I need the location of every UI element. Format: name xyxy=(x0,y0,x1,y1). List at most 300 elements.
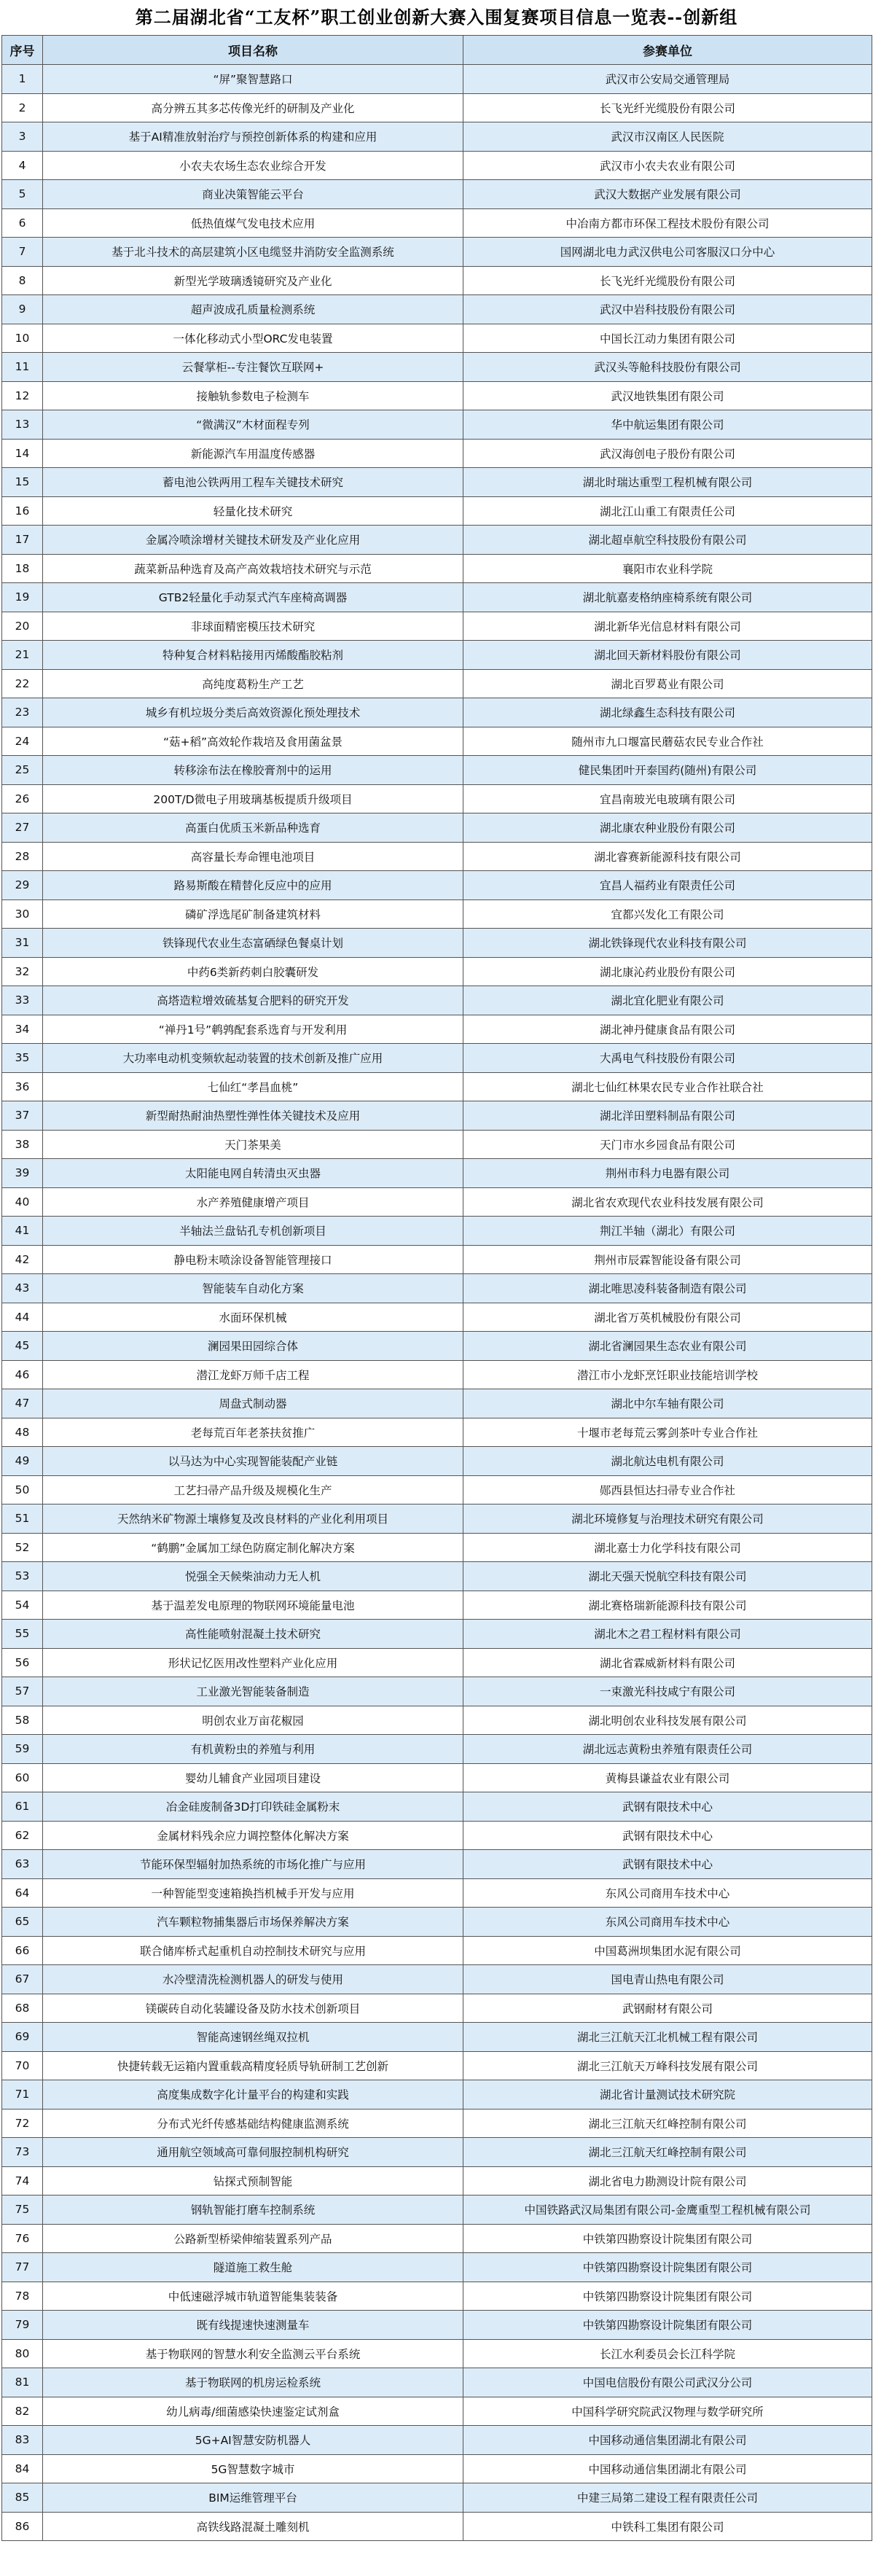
project-name: 基于AI精准放射治疗与预控创新体系的构建和应用 xyxy=(43,122,463,152)
row-number: 19 xyxy=(2,583,43,612)
project-name: 大功率电动机变频软起动装置的技术创新及推广应用 xyxy=(43,1044,463,1073)
table-row xyxy=(2,1908,872,1937)
project-name: “菇+稻”高效轮作栽培及食用菌盆景 xyxy=(43,727,463,756)
table-row xyxy=(2,1994,872,2023)
participating-unit: 荆州市辰霖智能设备有限公司 xyxy=(463,1245,872,1274)
row-number: 55 xyxy=(2,1620,43,1649)
table-row xyxy=(2,1792,872,1822)
project-name: 新型耐热耐油热塑性弹性体关键技术及应用 xyxy=(43,1101,463,1131)
project-name: 高度集成数字化计量平台的构建和实践 xyxy=(43,2080,463,2109)
row-number: 31 xyxy=(2,929,43,958)
project-name: 婴幼儿辅食产业园项目建设 xyxy=(43,1763,463,1792)
table-row xyxy=(2,842,872,871)
row-number: 15 xyxy=(2,468,43,497)
row-number: 29 xyxy=(2,871,43,900)
row-number: 79 xyxy=(2,2311,43,2340)
table-row xyxy=(2,1130,872,1159)
project-name: 联合储库桥式起重机自动控制技术研究与应用 xyxy=(43,1936,463,1965)
table-body xyxy=(2,65,872,2541)
row-number: 61 xyxy=(2,1792,43,1822)
project-name: 以马达为中心实现智能装配产业链 xyxy=(43,1447,463,1476)
row-number: 2 xyxy=(2,93,43,122)
participating-unit: 国网湖北电力武汉供电公司客服汉口分中心 xyxy=(463,238,872,267)
participating-unit: 宜昌南玻光电玻璃有限公司 xyxy=(463,784,872,813)
project-name: 分布式光纤传感基础结构健康监测系统 xyxy=(43,2109,463,2138)
project-name: 金属材料残余应力调控整体化解决方案 xyxy=(43,1821,463,1850)
participating-unit: 宜都兴发化工有限公司 xyxy=(463,899,872,929)
table-row xyxy=(2,1735,872,1764)
project-name: 潜江龙虾万师千店工程 xyxy=(43,1360,463,1389)
row-number: 74 xyxy=(2,2166,43,2196)
participating-unit: 中国移动通信集团湖北有限公司 xyxy=(463,2426,872,2455)
table-row xyxy=(2,2368,872,2397)
row-number: 21 xyxy=(2,641,43,670)
row-number: 66 xyxy=(2,1936,43,1965)
project-name: 云餐掌柜--专注餐饮互联网+ xyxy=(43,353,463,382)
row-number: 28 xyxy=(2,842,43,871)
row-number: 51 xyxy=(2,1504,43,1534)
row-number: 34 xyxy=(2,1015,43,1044)
table-row xyxy=(2,2138,872,2167)
project-name: 轻量化技术研究 xyxy=(43,496,463,526)
table-row xyxy=(2,1187,872,1217)
participating-unit: 湖北三江航天万峰科技发展有限公司 xyxy=(463,2051,872,2080)
row-number: 3 xyxy=(2,122,43,152)
participating-unit: 中冶南方都市环保工程技术股份有限公司 xyxy=(463,208,872,238)
project-name: 隧道施工救生舱 xyxy=(43,2253,463,2282)
table-row xyxy=(2,1274,872,1303)
table-row xyxy=(2,1447,872,1476)
row-number: 47 xyxy=(2,1389,43,1418)
table-row xyxy=(2,1763,872,1792)
participating-unit: 湖北江山重工有限责任公司 xyxy=(463,496,872,526)
participating-unit: 长飞光纤光缆股份有限公司 xyxy=(463,93,872,122)
row-number: 72 xyxy=(2,2109,43,2138)
row-number: 76 xyxy=(2,2224,43,2253)
row-number: 70 xyxy=(2,2051,43,2080)
table-row xyxy=(2,1591,872,1620)
row-number: 57 xyxy=(2,1677,43,1706)
table-row xyxy=(2,1245,872,1274)
participating-unit: 湖北赛格瑞新能源科技有限公司 xyxy=(463,1591,872,1620)
header-unit: 参赛单位 xyxy=(463,36,872,65)
row-number: 10 xyxy=(2,324,43,353)
table-row xyxy=(2,410,872,440)
participating-unit: 武汉头等舱科技股份有限公司 xyxy=(463,353,872,382)
table-row xyxy=(2,2282,872,2311)
row-number: 84 xyxy=(2,2454,43,2483)
project-name: 悦强全天候柴油动力无人机 xyxy=(43,1562,463,1591)
project-name: 通用航空领域高可靠伺服控制机构研究 xyxy=(43,2138,463,2167)
participating-unit: 潜江市小龙虾烹饪职业技能培训学校 xyxy=(463,1360,872,1389)
table-row xyxy=(2,468,872,497)
table-row xyxy=(2,1821,872,1850)
table-row xyxy=(2,1101,872,1131)
project-name: 高铁线路混凝土雕刻机 xyxy=(43,2512,463,2541)
participating-unit: 武汉中岩科技股份有限公司 xyxy=(463,295,872,324)
participating-unit: 湖北康农种业股份有限公司 xyxy=(463,813,872,843)
project-name: 200T/D微电子用玻璃基板提质升级项目 xyxy=(43,784,463,813)
table-row xyxy=(2,669,872,698)
project-table xyxy=(1,35,872,2541)
row-number: 53 xyxy=(2,1562,43,1591)
table-row xyxy=(2,957,872,986)
table-row xyxy=(2,641,872,670)
project-name: 高性能喷射混凝土技术研究 xyxy=(43,1620,463,1649)
table-row xyxy=(2,1620,872,1649)
participating-unit: 长江水利委员会长江科学院 xyxy=(463,2339,872,2368)
row-number: 20 xyxy=(2,612,43,641)
participating-unit: 湖北三江航天红峰控制有限公司 xyxy=(463,2109,872,2138)
participating-unit: 一束激光科技咸宁有限公司 xyxy=(463,1677,872,1706)
row-number: 52 xyxy=(2,1533,43,1562)
project-name: BIM运维管理平台 xyxy=(43,2483,463,2513)
participating-unit: 武钢耐材有限公司 xyxy=(463,1994,872,2023)
table-row xyxy=(2,2512,872,2541)
project-name: 有机黄粉虫的养殖与利用 xyxy=(43,1735,463,1764)
project-name: 水冷壁清洗检测机器人的研发与使用 xyxy=(43,1965,463,1994)
row-number: 13 xyxy=(2,410,43,440)
participating-unit: 湖北嘉士力化学科技有限公司 xyxy=(463,1533,872,1562)
table-row xyxy=(2,2023,872,2052)
project-name: 蓄电池公铁两用工程车关键技术研究 xyxy=(43,468,463,497)
project-name: “微满汉”木材面程专列 xyxy=(43,410,463,440)
header-no: 序号 xyxy=(2,36,43,65)
project-name: 高塔造粒增效硫基复合肥料的研究开发 xyxy=(43,986,463,1015)
table-row xyxy=(2,583,872,612)
table-row xyxy=(2,324,872,353)
table-row xyxy=(2,122,872,152)
participating-unit: 湖北木之君工程材料有限公司 xyxy=(463,1620,872,1649)
participating-unit: 湖北省万英机械股份有限公司 xyxy=(463,1303,872,1332)
table-row xyxy=(2,813,872,843)
table-row xyxy=(2,266,872,295)
participating-unit: 宜昌人福药业有限责任公司 xyxy=(463,871,872,900)
row-number: 78 xyxy=(2,2282,43,2311)
participating-unit: 国电青山热电有限公司 xyxy=(463,1965,872,1994)
participating-unit: 荆江半轴（湖北）有限公司 xyxy=(463,1217,872,1246)
row-number: 44 xyxy=(2,1303,43,1332)
project-name: 天然纳米矿物源土壤修复及改良材料的产业化利用项目 xyxy=(43,1504,463,1534)
row-number: 5 xyxy=(2,180,43,209)
table-row xyxy=(2,756,872,785)
table-row xyxy=(2,784,872,813)
participating-unit: 郧西县恒达扫帚专业合作社 xyxy=(463,1475,872,1504)
project-name: 特种复合材料粘接用丙烯酸酯胶粘剂 xyxy=(43,641,463,670)
row-number: 85 xyxy=(2,2483,43,2513)
table-row xyxy=(2,2426,872,2455)
project-name: 汽车颗粒物捕集器后市场保养解决方案 xyxy=(43,1908,463,1937)
row-number: 54 xyxy=(2,1591,43,1620)
table-row xyxy=(2,2224,872,2253)
row-number: 77 xyxy=(2,2253,43,2282)
participating-unit: 湖北回天新材料股份有限公司 xyxy=(463,641,872,670)
header-project-name: 项目名称 xyxy=(43,36,463,65)
participating-unit: 湖北洋田塑料制品有限公司 xyxy=(463,1101,872,1131)
row-number: 60 xyxy=(2,1763,43,1792)
participating-unit: 湖北百罗葛业有限公司 xyxy=(463,669,872,698)
project-name: 高纯度葛粉生产工艺 xyxy=(43,669,463,698)
row-number: 48 xyxy=(2,1418,43,1447)
participating-unit: 中国铁路武汉局集团有限公司-金鹰重型工程机械有限公司 xyxy=(463,2196,872,2225)
participating-unit: 襄阳市农业科学院 xyxy=(463,554,872,583)
participating-unit: 武钢有限技术中心 xyxy=(463,1821,872,1850)
project-name: 一体化移动式小型ORC发电装置 xyxy=(43,324,463,353)
table-row xyxy=(2,65,872,94)
participating-unit: 中国科学研究院武汉物理与数学研究所 xyxy=(463,2397,872,2426)
project-name: 非球面精密模压技术研究 xyxy=(43,612,463,641)
project-name: 一种智能型变速箱换挡机械手开发与应用 xyxy=(43,1878,463,1908)
table-row xyxy=(2,1677,872,1706)
project-name: 高分辨五其多芯传像光纤的研制及产业化 xyxy=(43,93,463,122)
table-row xyxy=(2,1360,872,1389)
project-name: 高容量长寿命锂电池项目 xyxy=(43,842,463,871)
row-number: 49 xyxy=(2,1447,43,1476)
table-row xyxy=(2,612,872,641)
participating-unit: 湖北环境修复与治理技术研究有限公司 xyxy=(463,1504,872,1534)
participating-unit: 湖北明创农业科技发展有限公司 xyxy=(463,1706,872,1735)
project-name: 蔬菜新品种选育及高产高效栽培技术研究与示范 xyxy=(43,554,463,583)
row-number: 58 xyxy=(2,1706,43,1735)
project-name: 天门茶果美 xyxy=(43,1130,463,1159)
participating-unit: 荆州市科力电器有限公司 xyxy=(463,1159,872,1188)
table-row xyxy=(2,1332,872,1361)
row-number: 64 xyxy=(2,1878,43,1908)
row-number: 16 xyxy=(2,496,43,526)
participating-unit: 武汉海创电子股份有限公司 xyxy=(463,439,872,468)
row-number: 14 xyxy=(2,439,43,468)
participating-unit: 中铁第四勘察设计院集团有限公司 xyxy=(463,2311,872,2340)
table-row xyxy=(2,1475,872,1504)
row-number: 42 xyxy=(2,1245,43,1274)
participating-unit: 天门市水乡园食品有限公司 xyxy=(463,1130,872,1159)
row-number: 59 xyxy=(2,1735,43,1764)
table-row xyxy=(2,1418,872,1447)
participating-unit: 中国长江动力集团有限公司 xyxy=(463,324,872,353)
participating-unit: 中国电信股份有限公司武汉分公司 xyxy=(463,2368,872,2397)
table-row xyxy=(2,1504,872,1534)
project-name: 节能环保型辐射加热系统的市场化推广与应用 xyxy=(43,1850,463,1879)
row-number: 17 xyxy=(2,526,43,555)
participating-unit: 湖北远志黄粉虫养殖有限责任公司 xyxy=(463,1735,872,1764)
project-name: 智能装车自动化方案 xyxy=(43,1274,463,1303)
row-number: 38 xyxy=(2,1130,43,1159)
project-name: 转移涂布法在橡胶膏剂中的运用 xyxy=(43,756,463,785)
project-name: 澜园果田园综合体 xyxy=(43,1332,463,1361)
participating-unit: 武汉市汉南区人民医院 xyxy=(463,122,872,152)
row-number: 22 xyxy=(2,669,43,698)
table-row xyxy=(2,208,872,238)
participating-unit: 湖北天强天悦航空科技有限公司 xyxy=(463,1562,872,1591)
participating-unit: 随州市九口堰富民蘑菇农民专业合作社 xyxy=(463,727,872,756)
project-name: 低热值煤气发电技术应用 xyxy=(43,208,463,238)
row-number: 32 xyxy=(2,957,43,986)
participating-unit: 湖北省计量测试技术研究院 xyxy=(463,2080,872,2109)
row-number: 39 xyxy=(2,1159,43,1188)
table-row xyxy=(2,2051,872,2080)
row-number: 56 xyxy=(2,1648,43,1677)
row-number: 30 xyxy=(2,899,43,929)
row-number: 27 xyxy=(2,813,43,843)
participating-unit: 东风公司商用车技术中心 xyxy=(463,1878,872,1908)
project-name: 商业决策智能云平台 xyxy=(43,180,463,209)
project-name: 新型光学玻璃透镜研究及产业化 xyxy=(43,266,463,295)
participating-unit: 湖北航达电机有限公司 xyxy=(463,1447,872,1476)
table-row xyxy=(2,2196,872,2225)
row-number: 9 xyxy=(2,295,43,324)
table-row xyxy=(2,727,872,756)
row-number: 37 xyxy=(2,1101,43,1131)
participating-unit: 武汉市小农夫农业有限公司 xyxy=(463,151,872,180)
project-name: 中低速磁浮城市轨道智能集装装备 xyxy=(43,2282,463,2311)
row-number: 33 xyxy=(2,986,43,1015)
row-number: 25 xyxy=(2,756,43,785)
participating-unit: 湖北超卓航空科技股份有限公司 xyxy=(463,526,872,555)
project-name: 基于物联网的智慧水利安全监测云平台系统 xyxy=(43,2339,463,2368)
table-row xyxy=(2,496,872,526)
table-row xyxy=(2,1648,872,1677)
table-row xyxy=(2,1562,872,1591)
project-name: 既有线提速快速测量车 xyxy=(43,2311,463,2340)
project-name: 接触轨参数电子检测车 xyxy=(43,381,463,410)
table-row xyxy=(2,698,872,727)
participating-unit: 东风公司商用车技术中心 xyxy=(463,1908,872,1937)
participating-unit: 湖北七仙红林果农民专业合作社联合社 xyxy=(463,1072,872,1101)
row-number: 63 xyxy=(2,1850,43,1879)
project-name: “屏”聚智慧路口 xyxy=(43,65,463,94)
table-row xyxy=(2,986,872,1015)
table-row xyxy=(2,353,872,382)
project-name: 工业激光智能装备制造 xyxy=(43,1677,463,1706)
table-row xyxy=(2,1533,872,1562)
table-row xyxy=(2,439,872,468)
table-row xyxy=(2,151,872,180)
participating-unit: 湖北铁锋现代农业科技有限公司 xyxy=(463,929,872,958)
project-name: 形状记忆医用改性塑料产业化应用 xyxy=(43,1648,463,1677)
table-row xyxy=(2,2483,872,2513)
table-row xyxy=(2,2397,872,2426)
table-row xyxy=(2,1044,872,1073)
row-number: 45 xyxy=(2,1332,43,1361)
table-row xyxy=(2,2080,872,2109)
table-row xyxy=(2,1015,872,1044)
participating-unit: 湖北省霖威新材料有限公司 xyxy=(463,1648,872,1677)
table-row xyxy=(2,554,872,583)
project-name: 快捷转载无运箱内置重载高精度轻质导轨研制工艺创新 xyxy=(43,2051,463,2080)
row-number: 71 xyxy=(2,2080,43,2109)
project-name: 超声波成孔质量检测系统 xyxy=(43,295,463,324)
table-row xyxy=(2,2454,872,2483)
row-number: 69 xyxy=(2,2023,43,2052)
project-name: 5G+AI智慧安防机器人 xyxy=(43,2426,463,2455)
row-number: 67 xyxy=(2,1965,43,1994)
participating-unit: 中铁第四勘察设计院集团有限公司 xyxy=(463,2282,872,2311)
row-number: 83 xyxy=(2,2426,43,2455)
participating-unit: 湖北神丹健康食品有限公司 xyxy=(463,1015,872,1044)
participating-unit: 中国移动通信集团湖北有限公司 xyxy=(463,2454,872,2483)
project-name: 基于物联网的机房运检系统 xyxy=(43,2368,463,2397)
table-row xyxy=(2,526,872,555)
participating-unit: 中铁第四勘察设计院集团有限公司 xyxy=(463,2224,872,2253)
row-number: 43 xyxy=(2,1274,43,1303)
table-row xyxy=(2,381,872,410)
project-name: 铁锋现代农业生态富硒绿色餐桌计划 xyxy=(43,929,463,958)
project-name: 水面环保机械 xyxy=(43,1303,463,1332)
participating-unit: 武钢有限技术中心 xyxy=(463,1850,872,1879)
row-number: 12 xyxy=(2,381,43,410)
participating-unit: 湖北三江航天江北机械工程有限公司 xyxy=(463,2023,872,2052)
table-row xyxy=(2,2339,872,2368)
project-name: 冶金硅废制备3D打印铁硅金属粉末 xyxy=(43,1792,463,1822)
project-name: 老每荒百年老茶扶贫推广 xyxy=(43,1418,463,1447)
participating-unit: 武汉大数据产业发展有限公司 xyxy=(463,180,872,209)
row-number: 11 xyxy=(2,353,43,382)
participating-unit: 中铁科工集团有限公司 xyxy=(463,2512,872,2541)
row-number: 46 xyxy=(2,1360,43,1389)
project-name: 基于北斗技术的高层建筑小区电缆竖井消防安全监测系统 xyxy=(43,238,463,267)
table-row xyxy=(2,93,872,122)
project-name: 七仙红“孝昌血桃” xyxy=(43,1072,463,1101)
table-row xyxy=(2,1850,872,1879)
project-name: “禅丹1号”鹌鹑配套系选育与开发利用 xyxy=(43,1015,463,1044)
table-row xyxy=(2,2311,872,2340)
table-row xyxy=(2,1965,872,1994)
row-number: 50 xyxy=(2,1475,43,1504)
table-row xyxy=(2,180,872,209)
row-number: 86 xyxy=(2,2512,43,2541)
row-number: 75 xyxy=(2,2196,43,2225)
table-header-row xyxy=(2,36,872,65)
project-name: 周盘式制动器 xyxy=(43,1389,463,1418)
participating-unit: 武汉市公安局交通管理局 xyxy=(463,65,872,94)
project-name: 磷矿浮选尾矿制备建筑材料 xyxy=(43,899,463,929)
table-row xyxy=(2,2253,872,2282)
row-number: 7 xyxy=(2,238,43,267)
table-row xyxy=(2,2109,872,2138)
table-row xyxy=(2,929,872,958)
row-number: 40 xyxy=(2,1187,43,1217)
project-name: GTB2轻量化手动泵式汽车座椅高调器 xyxy=(43,583,463,612)
project-name: 太阳能电网自转清虫灭虫器 xyxy=(43,1159,463,1188)
table-row xyxy=(2,871,872,900)
document-title: 第二届湖北省“工友杯”职工创业创新大赛入围复赛项目信息一览表--创新组 xyxy=(135,7,738,28)
table-row xyxy=(2,1217,872,1246)
row-number: 4 xyxy=(2,151,43,180)
participating-unit: 大禹电气科技股份有限公司 xyxy=(463,1044,872,1073)
project-name: 半轴法兰盘钻孔专机创新项目 xyxy=(43,1217,463,1246)
project-name: 高蛋白优质玉米新品种选育 xyxy=(43,813,463,843)
participating-unit: 湖北唯思凌科装备制造有限公司 xyxy=(463,1274,872,1303)
row-number: 26 xyxy=(2,784,43,813)
project-name: 工艺扫帚产品升级及规模化生产 xyxy=(43,1475,463,1504)
participating-unit: 湖北时瑞达重型工程机械有限公司 xyxy=(463,468,872,497)
participating-unit: 湖北新华光信息材料有限公司 xyxy=(463,612,872,641)
participating-unit: 黄梅县谦益农业有限公司 xyxy=(463,1763,872,1792)
participating-unit: 湖北康沁药业股份有限公司 xyxy=(463,957,872,986)
table-row xyxy=(2,899,872,929)
project-name: 静电粉末喷涂设备智能管理接口 xyxy=(43,1245,463,1274)
row-number: 73 xyxy=(2,2138,43,2167)
participating-unit: 湖北航嘉麦格纳座椅系统有限公司 xyxy=(463,583,872,612)
project-name: “鹤鹏”金属加工绿色防腐定制化解决方案 xyxy=(43,1533,463,1562)
participating-unit: 长飞光纤光缆股份有限公司 xyxy=(463,266,872,295)
participating-unit: 湖北绿鑫生态科技有限公司 xyxy=(463,698,872,727)
project-name: 幼儿病毒/细菌感染快速鉴定试剂盒 xyxy=(43,2397,463,2426)
row-number: 36 xyxy=(2,1072,43,1101)
row-number: 35 xyxy=(2,1044,43,1073)
row-number: 81 xyxy=(2,2368,43,2397)
project-name: 中药6类新药刺白胶囊研发 xyxy=(43,957,463,986)
